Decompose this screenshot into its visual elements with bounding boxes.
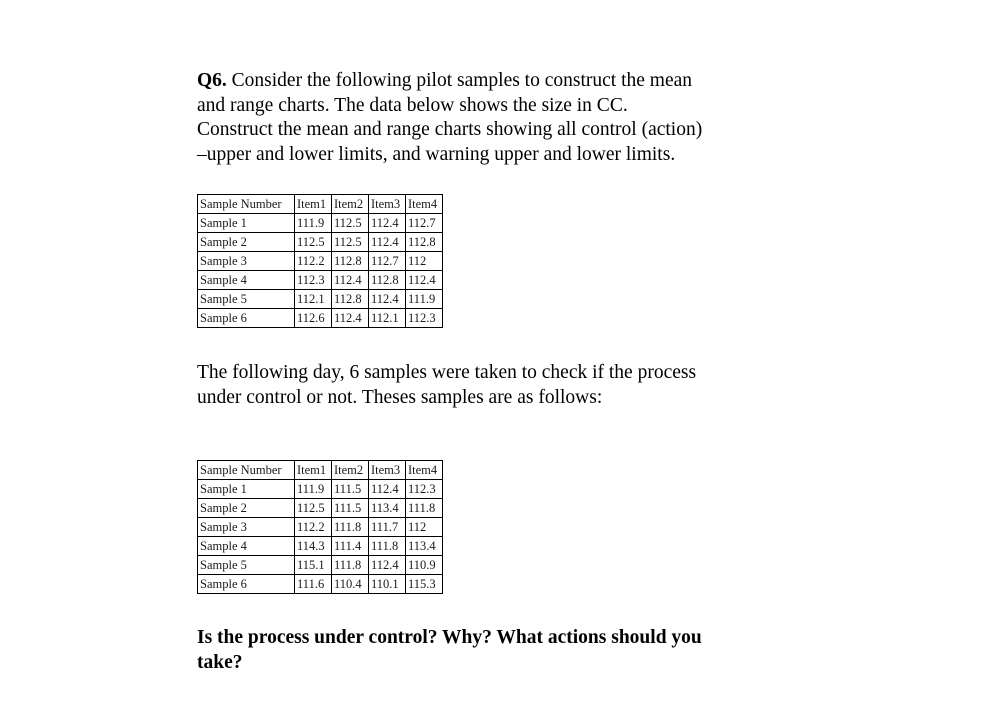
table-cell: 111.4 bbox=[332, 537, 369, 556]
table-row bbox=[198, 537, 443, 556]
table-row bbox=[198, 290, 443, 309]
table-cell: 113.4 bbox=[406, 537, 443, 556]
table-cell: 111.6 bbox=[295, 575, 332, 594]
table-cell: 112.5 bbox=[295, 499, 332, 518]
followup-samples-table bbox=[197, 460, 443, 594]
table-cell: 112.7 bbox=[406, 214, 443, 233]
table-cell: 111.8 bbox=[332, 518, 369, 537]
table-cell: 112.4 bbox=[369, 556, 406, 575]
table-cell: 112.5 bbox=[332, 214, 369, 233]
table-cell: Sample 6 bbox=[198, 309, 295, 328]
table-cell: Sample 1 bbox=[198, 214, 295, 233]
table-cell: 112 bbox=[406, 518, 443, 537]
table-row bbox=[198, 233, 443, 252]
table-cell: 112.8 bbox=[332, 252, 369, 271]
table-cell: 111.9 bbox=[406, 290, 443, 309]
table-cell: 112.4 bbox=[332, 271, 369, 290]
table-cell: Sample 3 bbox=[198, 252, 295, 271]
table-row bbox=[198, 309, 443, 328]
intro-line-1: Consider the following pilot samples to construct the mean bbox=[226, 70, 693, 91]
table-cell: Sample 5 bbox=[198, 290, 295, 309]
table-row bbox=[198, 575, 443, 594]
table-cell: Sample 2 bbox=[198, 499, 295, 518]
question-line-2: take? bbox=[197, 651, 243, 673]
table-cell: 111.9 bbox=[295, 214, 332, 233]
table-cell: 112.5 bbox=[332, 233, 369, 252]
table-cell: 110.9 bbox=[406, 556, 443, 575]
table-header-row bbox=[198, 195, 443, 214]
table-cell: Sample 5 bbox=[198, 556, 295, 575]
table-cell: 112.4 bbox=[369, 290, 406, 309]
table-row bbox=[198, 252, 443, 271]
table-cell: 111.9 bbox=[295, 480, 332, 499]
header-cell: Sample Number bbox=[198, 461, 295, 480]
table-header-row bbox=[198, 461, 443, 480]
table-cell: 112.4 bbox=[332, 309, 369, 328]
final-question bbox=[197, 626, 817, 675]
intro-line-2: and range charts. The data below shows the size in CC. bbox=[197, 94, 628, 116]
question-intro bbox=[197, 69, 817, 167]
table-cell: 112.4 bbox=[369, 480, 406, 499]
table-cell: 115.1 bbox=[295, 556, 332, 575]
table-cell: Sample 4 bbox=[198, 271, 295, 290]
table-cell: 112.4 bbox=[369, 214, 406, 233]
table-cell: 111.8 bbox=[332, 556, 369, 575]
table-cell: 112.3 bbox=[295, 271, 332, 290]
pilot-samples-table bbox=[197, 194, 443, 328]
table-cell: 112.4 bbox=[369, 233, 406, 252]
table-cell: 112 bbox=[406, 252, 443, 271]
table-cell: 111.8 bbox=[369, 537, 406, 556]
header-cell: Item1 bbox=[295, 461, 332, 480]
table-row bbox=[198, 556, 443, 575]
table-cell: 112.3 bbox=[406, 309, 443, 328]
table-row bbox=[198, 214, 443, 233]
header-cell: Item1 bbox=[295, 195, 332, 214]
intro-line-4: –upper and lower limits, and warning upper and lower limits. bbox=[197, 143, 676, 165]
table-cell: 112.3 bbox=[406, 480, 443, 499]
intro-line-3: Construct the mean and range charts showing all control (action) bbox=[197, 119, 703, 140]
table-row bbox=[198, 499, 443, 518]
table-cell: 112.6 bbox=[295, 309, 332, 328]
table-cell: 110.4 bbox=[332, 575, 369, 594]
header-cell: Item2 bbox=[332, 461, 369, 480]
followup-line-2: under control or not. Theses samples are as follows: bbox=[197, 386, 603, 408]
header-cell: Item4 bbox=[406, 195, 443, 214]
table-cell: Sample 3 bbox=[198, 518, 295, 537]
table-cell: 112.8 bbox=[406, 233, 443, 252]
table-cell: 110.1 bbox=[369, 575, 406, 594]
table-cell: 111.7 bbox=[369, 518, 406, 537]
header-cell: Item3 bbox=[369, 461, 406, 480]
table-row bbox=[198, 271, 443, 290]
table-cell: Sample 6 bbox=[198, 575, 295, 594]
table-cell: 112.2 bbox=[295, 518, 332, 537]
table-row bbox=[198, 518, 443, 537]
table-cell: 112.1 bbox=[295, 290, 332, 309]
header-cell: Item2 bbox=[332, 195, 369, 214]
question-number: Q6. bbox=[197, 70, 227, 91]
question-line-1: Is the process under control? Why? What actions should you bbox=[197, 627, 702, 648]
table-cell: 112.8 bbox=[332, 290, 369, 309]
table-cell: 112.7 bbox=[369, 252, 406, 271]
table-cell: 113.4 bbox=[369, 499, 406, 518]
table-cell: 112.5 bbox=[295, 233, 332, 252]
header-cell: Sample Number bbox=[198, 195, 295, 214]
table-cell: Sample 2 bbox=[198, 233, 295, 252]
table-cell: 111.5 bbox=[332, 480, 369, 499]
followup-paragraph bbox=[197, 361, 817, 410]
table-cell: 112.8 bbox=[369, 271, 406, 290]
table-cell: 111.5 bbox=[332, 499, 369, 518]
table-row bbox=[198, 480, 443, 499]
table-cell: 112.1 bbox=[369, 309, 406, 328]
table-cell: 114.3 bbox=[295, 537, 332, 556]
table-cell: 112.4 bbox=[406, 271, 443, 290]
header-cell: Item4 bbox=[406, 461, 443, 480]
table-cell: Sample 1 bbox=[198, 480, 295, 499]
header-cell: Item3 bbox=[369, 195, 406, 214]
followup-line-1: The following day, 6 samples were taken to check if the process bbox=[197, 362, 697, 383]
table-cell: Sample 4 bbox=[198, 537, 295, 556]
table-cell: 111.8 bbox=[406, 499, 443, 518]
table-cell: 112.2 bbox=[295, 252, 332, 271]
table-cell: 115.3 bbox=[406, 575, 443, 594]
